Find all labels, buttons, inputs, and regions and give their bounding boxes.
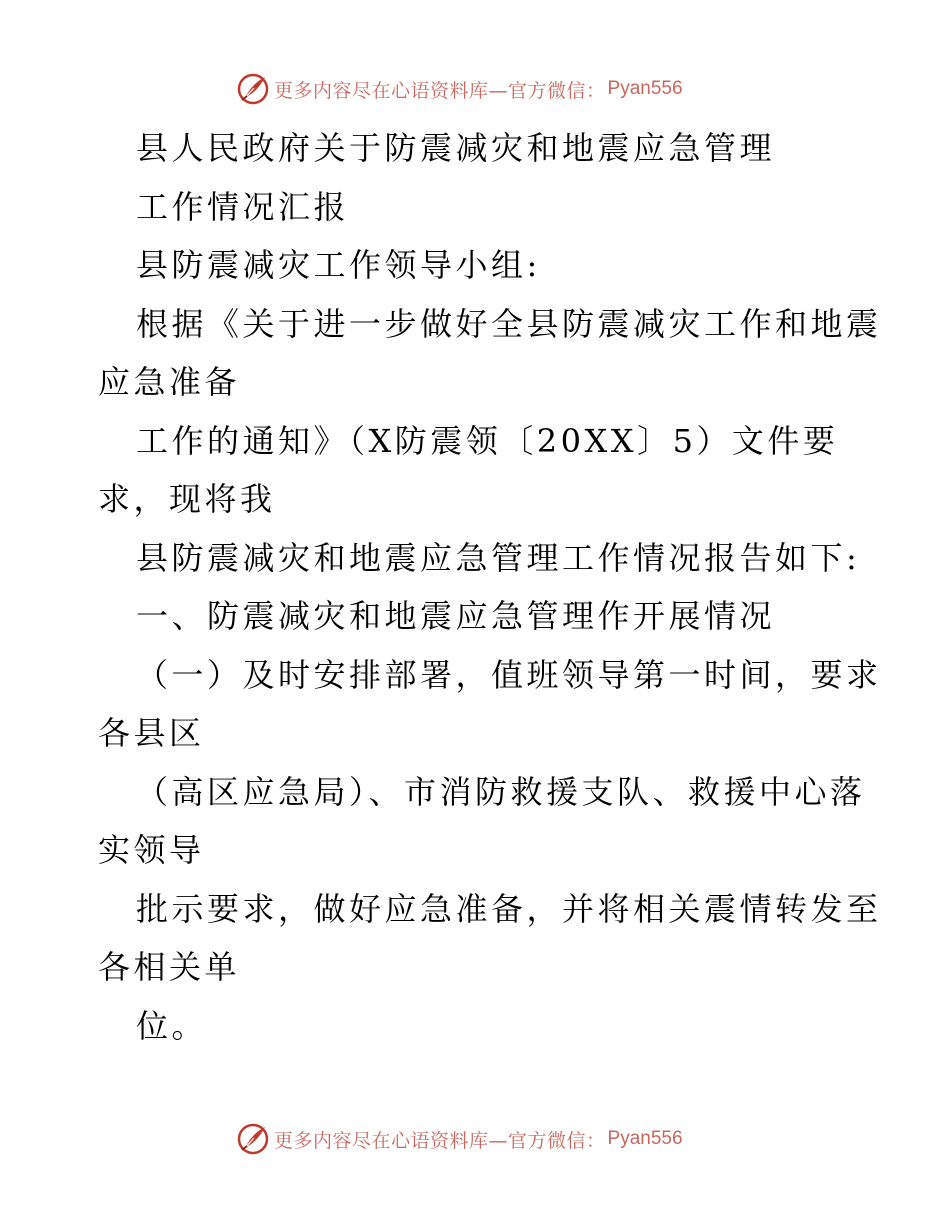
watermark-account: Pyan556 xyxy=(607,78,683,99)
document-line: （一）及时安排部署，值班领导第一时间，要求 xyxy=(136,655,882,694)
document-line: 应急准备 xyxy=(98,363,241,401)
document-line: 县防震减灾工作领导小组: xyxy=(136,246,541,284)
document-line: 位。 xyxy=(136,1006,208,1045)
document-line: 根据《关于进一步做好全县防震减灾工作和地震 xyxy=(136,304,882,343)
quill-logo-icon xyxy=(236,72,270,106)
document-line: 批示要求，做好应急准备，并将相关震情转发至 xyxy=(136,889,882,928)
watermark-text: 更多内容尽在心语资料库—官方微信： xyxy=(274,79,606,102)
document-line: 实领导 xyxy=(98,831,205,869)
document-line: 县人民政府关于防震减灾和地震应急管理 xyxy=(136,129,776,167)
document-line: 工作的通知》（X防震领〔20XX〕5）文件要 xyxy=(136,421,839,460)
document-line: 工作情况汇报 xyxy=(136,187,350,226)
watermark-account: Pyan556 xyxy=(607,1128,683,1149)
footer-watermark xyxy=(236,1122,683,1156)
document-line: 求，现将我 xyxy=(98,480,276,518)
document-line: 一、防震减灾和地震应急管理作开展情况 xyxy=(136,597,776,635)
document-line: 各相关单 xyxy=(98,948,241,986)
header-watermark xyxy=(236,72,683,106)
document-body xyxy=(98,119,882,1055)
quill-logo-icon xyxy=(236,1122,270,1156)
document-line: 各县区 xyxy=(98,714,205,752)
document-line: （高区应急局）、市消防救援支队、救援中心落 xyxy=(136,772,866,811)
watermark-text: 更多内容尽在心语资料库—官方微信： xyxy=(274,1129,606,1152)
document-line: 县防震减灾和地震应急管理工作情况报告如下: xyxy=(136,538,861,577)
